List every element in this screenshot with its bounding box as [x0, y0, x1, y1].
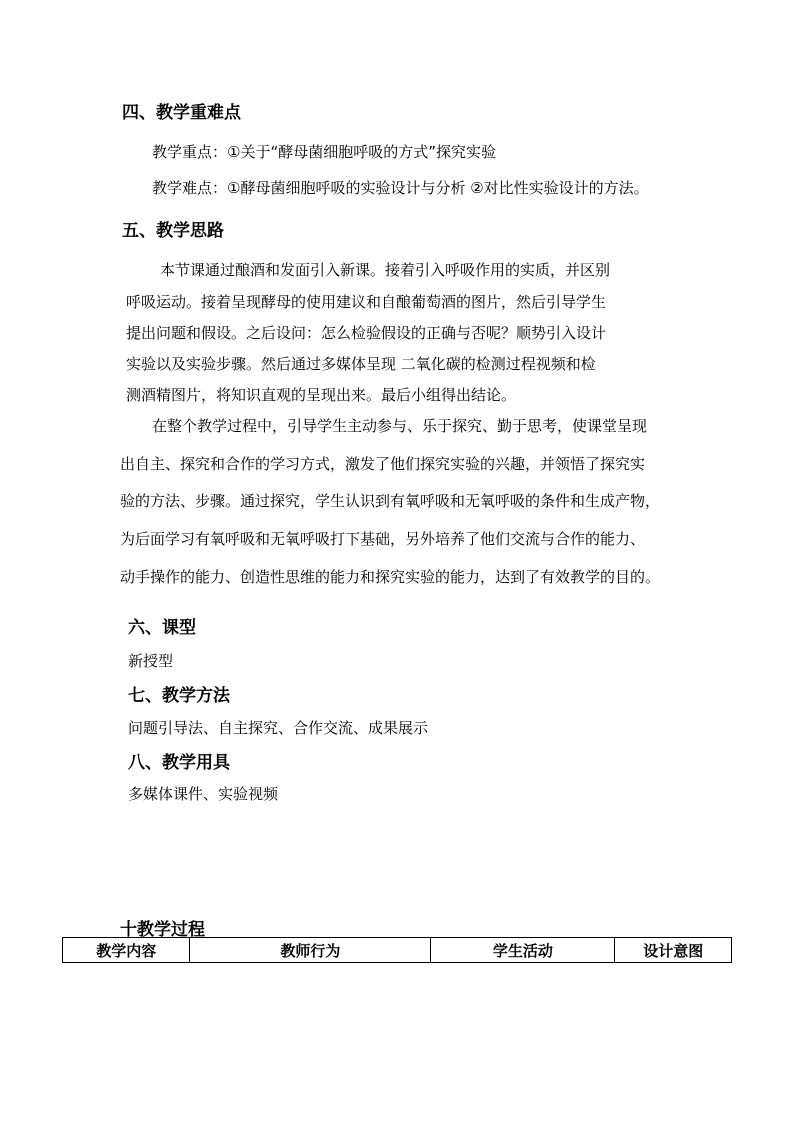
- teaching-process-table: [62, 937, 732, 963]
- paragraph-line: 呼吸运动。接着呈现酵母的使用建议和自酿葡萄酒的图片，然后引导学生: [126, 293, 607, 311]
- column-header-teacher: 教师行为: [190, 938, 431, 963]
- paragraph-line: 动手操作的能力、创造性思维的能力和探究实验的能力，达到了有效教学的目的。: [120, 568, 661, 586]
- table-header-row: [63, 938, 732, 963]
- column-header-intent: 设计意图: [615, 938, 732, 963]
- lesson-type: 新授型: [128, 652, 174, 670]
- paragraph-line: 在整个教学过程中，引导学生主动参与、乐于探究、勤于思考，使课堂呈现: [152, 417, 648, 435]
- section-6-heading: 六、课型: [128, 618, 196, 638]
- section-5-heading: 五、教学思路: [122, 221, 224, 241]
- teaching-difficulty: 教学难点：①酵母菌细胞呼吸的实验设计与分析 ②对比性实验设计的方法。: [152, 179, 649, 197]
- section-7-heading: 七、教学方法: [128, 686, 230, 706]
- column-header-student: 学生活动: [431, 938, 615, 963]
- section-4-heading: 四、教学重难点: [122, 103, 241, 123]
- section-10-heading: 十教学过程: [120, 920, 205, 940]
- paragraph-line: 提出问题和假设。之后设问：怎么检验假设的正确与否呢？顺势引入设计: [126, 324, 607, 342]
- paragraph-line: 验的方法、步骤。通过探究，学生认识到有氧呼吸和无氧呼吸的条件和生成产物，: [120, 492, 661, 510]
- teaching-tools: 多媒体课件、实验视频: [128, 785, 279, 803]
- paragraph-line: 为后面学习有氧呼吸和无氧呼吸打下基础，另外培养了他们交流与合作的能力、: [120, 530, 646, 548]
- paragraph-line: 出自主、探究和合作的学习方式，激发了他们探究实验的兴趣，并领悟了探究实: [120, 455, 646, 473]
- paragraph-line: 测酒精图片，将知识直观的呈现出来。最后小组得出结论。: [126, 386, 517, 404]
- column-header-content: 教学内容: [63, 938, 190, 963]
- teaching-focus: 教学重点：①关于“酵母菌细胞呼吸的方式”探究实验: [152, 143, 496, 161]
- paragraph-line: 本节课通过酿酒和发面引入新课。接着引入呼吸作用的实质，并区别: [160, 261, 611, 279]
- paragraph-line: 实验以及实验步骤。然后通过多媒体呈现 二氧化碳的检测过程视频和检: [126, 355, 596, 373]
- section-8-heading: 八、教学用具: [128, 753, 230, 773]
- teaching-methods: 问题引导法、自主探究、合作交流、成果展示: [128, 719, 429, 737]
